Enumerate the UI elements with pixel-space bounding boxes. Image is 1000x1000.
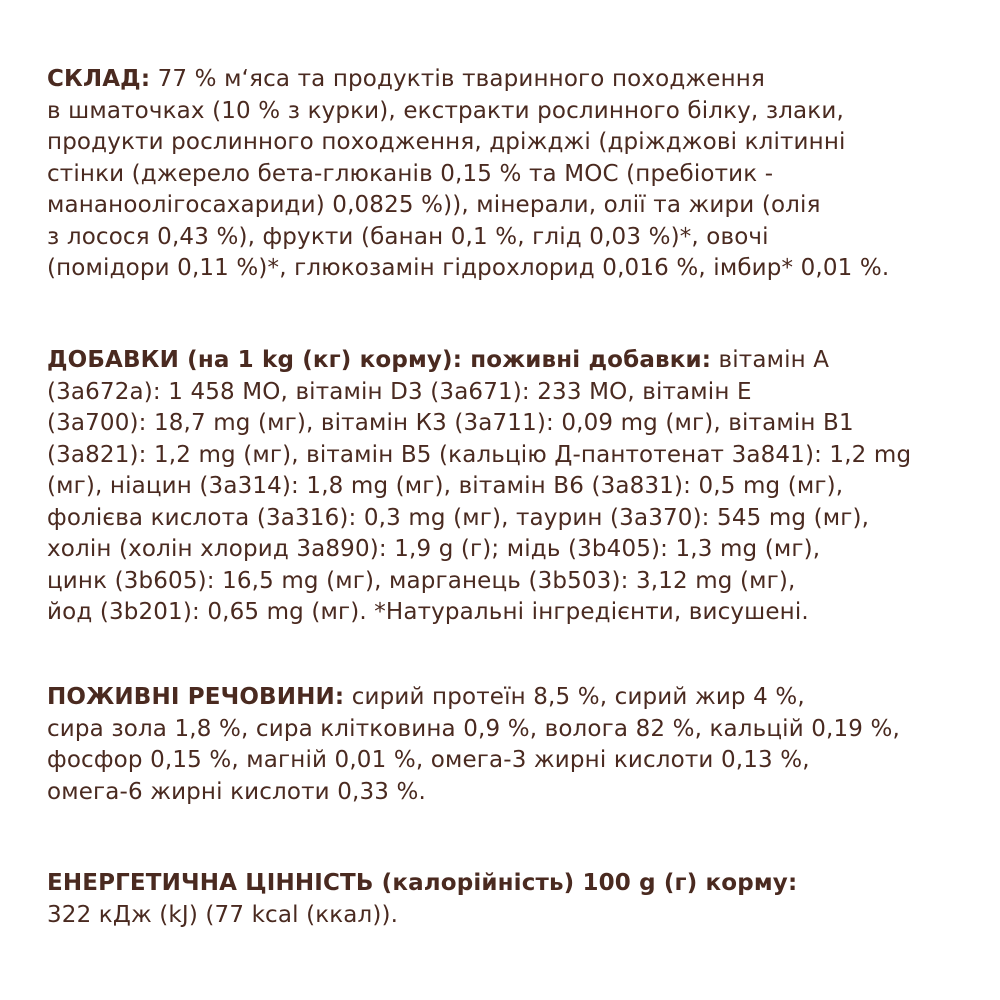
additives-heading: ДОБАВКИ (на 1 kg (кг) корму):: [47, 347, 463, 373]
composition-line-3: продукти рослинного походження, дріжджі (дріжджові клітинні: [47, 129, 846, 155]
composition-section: [47, 64, 889, 285]
composition-line-2: в шматочках (10 % з курки), екстракти рослинного білку, злаки,: [47, 97, 844, 124]
additives-line-5: (мг), ніацин (3a314): 1,8 mg (мг), вітамін B6 (3a831): 0,5 mg (мг),: [47, 473, 844, 499]
additives-line-7: холін (холін хлорид 3a890): 1,9 g (г); мідь (3b405): 1,3 mg (мг),: [47, 536, 821, 562]
energy-section: [47, 868, 797, 931]
composition-heading: СКЛАД:: [47, 66, 151, 92]
composition-line-7: (помідори 0,11 %)*, глюкозамін гідрохлорид 0,016 %, імбир* 0,01 %.: [47, 255, 890, 281]
nutrients-line-3: фосфор 0,15 %, магній 0,01 %, омега-3 жирні кислоти 0,13 %,: [47, 747, 810, 773]
nutrients-text: сирий протеїн 8,5 %, сирий жир 4 %,: [344, 684, 805, 710]
composition-text: 77 % м‘яса та продуктів тваринного походження: [150, 66, 765, 92]
nutrients-section: [47, 682, 900, 808]
additives-line-9: йод (3b201): 0,65 mg (мг). *Натуральні інгредієнти, висушені.: [47, 599, 809, 625]
energy-heading: ЕНЕРГЕТИЧНА ЦІННІСТЬ (калорійність) 100 g (г) корму:: [47, 870, 798, 896]
additives-line-8: цинк (3b605): 16,5 mg (мг), марганець (3b503): 3,12 mg (мг),: [47, 567, 796, 594]
additives-subheading: поживні добавки:: [462, 347, 712, 373]
nutrients-line-1: [47, 682, 900, 714]
composition-line-5: мананоолігосахариди) 0,0825 %)), мінерали, олії та жири (олія: [47, 192, 821, 218]
nutrients-line-2: сира зола 1,8 %, сира клітковина 0,9 %, волога 82 %, кальцій 0,19 %,: [47, 715, 901, 742]
additives-line-3: (3a700): 18,7 mg (мг), вітамін К3 (3a711): 0,09 mg (мг), вітамін B1: [47, 410, 854, 436]
composition-line-4: стінки (джерело бета-глюканів 0,15 % та MOC (пребіотик -: [47, 160, 774, 187]
composition-line-6: з лосося 0,43 %), фрукти (банан 0,1 %, глід 0,03 %)*, овочі: [47, 223, 769, 250]
nutrients-line-4: омега-6 жирні кислоти 0,33 %.: [47, 778, 426, 805]
additives-section: [47, 345, 911, 629]
additives-line-4: (3a821): 1,2 mg (мг), вітамін B5 (кальцію Д-пантотенат 3a841): 1,2 mg: [47, 441, 912, 468]
additives-line-2: (3a672a): 1 458 МО, вітамін D3 (3a671): 233 МО, вітамін Е: [47, 378, 752, 405]
additives-line-1: [47, 345, 911, 377]
additives-line-6: фолієва кислота (3a316): 0,3 mg (мг), таурин (3a370): 545 mg (мг),: [47, 504, 870, 531]
nutrients-heading: ПОЖИВНІ РЕЧОВИНИ:: [47, 684, 345, 710]
additives-text: вітамін А: [711, 347, 830, 373]
composition-line-1: [47, 64, 889, 96]
energy-value: 322 кДж (kJ) (77 kcal (ккал)).: [47, 901, 399, 928]
